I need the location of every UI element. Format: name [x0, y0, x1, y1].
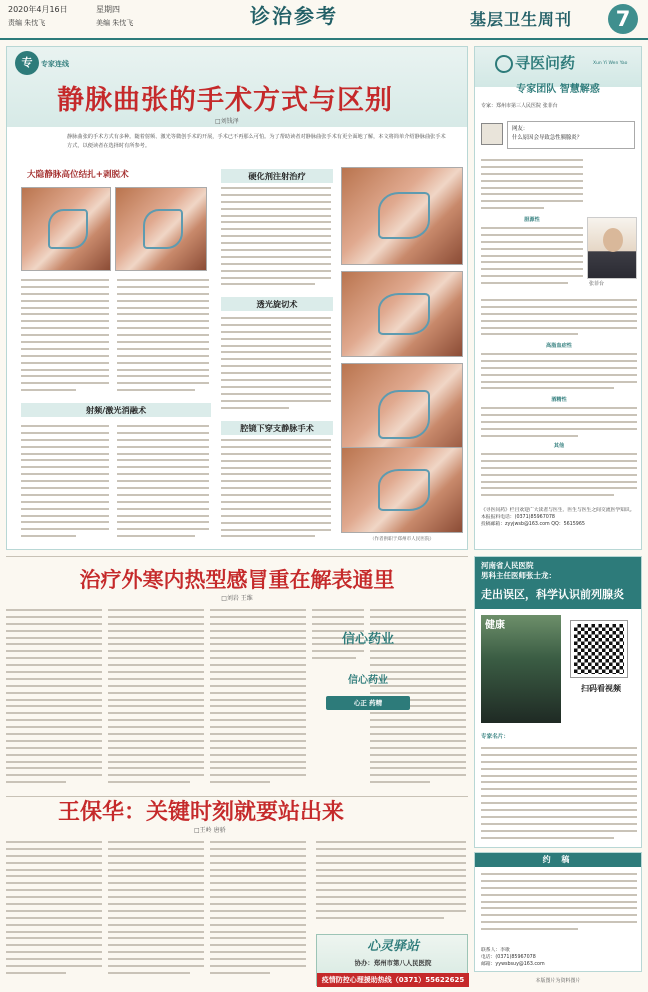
answer-text — [481, 407, 637, 441]
qa-column — [474, 46, 642, 550]
expert-bio — [481, 747, 637, 843]
qa-expert: 专家：郑州市第三人民医院 张菲台 — [481, 103, 558, 109]
qa-title: 寻医问药 — [515, 54, 576, 72]
banner-title: 心灵驿站 — [366, 939, 419, 954]
section-heading-laser: 射频/激光消融术 — [21, 403, 211, 417]
hospital-ad — [474, 556, 642, 848]
notice-title: 约 稿 — [475, 853, 641, 867]
notice-text — [481, 873, 637, 943]
section-heading-endovenous: 透光旋切术 — [221, 297, 333, 311]
answer-text — [481, 453, 637, 501]
body-text — [210, 841, 306, 983]
question-label: 网友： — [512, 126, 529, 132]
paper-name: 基层卫生周刊 — [470, 10, 573, 29]
expert-card-label: 专家名片： — [481, 734, 509, 740]
surgery-photo — [115, 187, 207, 271]
feature-title: 静脉曲张的手术方式与区别 — [57, 85, 393, 116]
pharma-logo: 信心药业 — [341, 632, 394, 647]
section-title: 诊治参考 — [250, 4, 338, 28]
qr-code[interactable] — [571, 621, 627, 677]
notice-phone: 电话：(0371)85967078 — [481, 955, 536, 961]
pharma-slogan: 心正 药精 — [326, 696, 410, 710]
answer-subhead: 酒精性 — [551, 397, 567, 403]
contact-email: 投稿邮箱：zyyjwsb@163.com QQ：5615965 — [481, 522, 585, 527]
qa-slogan: 专家团队 智慧解惑 — [516, 84, 600, 95]
contact-phone: 本报报料电话：(0371)85967078 — [481, 515, 555, 520]
image-credit: 本版图片为资料图片 — [535, 978, 581, 984]
issue-weekday: 星期四 — [96, 5, 120, 14]
body-text — [316, 841, 466, 929]
middle-title: 治疗外寒内热型感冒重在解表通里 — [79, 567, 395, 592]
notice-contact-person: 联系人：李歌 — [481, 948, 510, 953]
question-text: 什么原因会导致急性胰腺炎？ — [512, 135, 583, 141]
bottom-author: □王岭 唐骄 — [194, 827, 226, 834]
doctor-title: 男科主任医师张士龙： — [481, 571, 556, 580]
body-text — [221, 317, 331, 413]
page-number: 7 — [608, 4, 638, 34]
body-text — [21, 279, 109, 397]
stethoscope-icon — [495, 55, 513, 73]
hospital-name: 河南省人民医院 — [481, 561, 534, 570]
pharma-ad — [318, 620, 418, 720]
section-heading-endoscopic: 腔镜下穿支静脉手术 — [221, 421, 333, 435]
section-heading-sclero: 硬化剂注射治疗 — [221, 169, 333, 183]
body-text — [6, 841, 102, 983]
ad-headline: 走出误区，科学认识前列腺炎 — [481, 588, 624, 601]
editor-credit: 责编 朱忱飞 — [8, 19, 46, 27]
banner-organizer: 协办：郑州市第八人民医院 — [354, 959, 432, 967]
middle-author: □刘岩 王维 — [221, 595, 253, 602]
body-text — [221, 187, 331, 291]
banner-hotline: 疫情防控心理援助热线（0371）55622625 — [317, 973, 469, 987]
surgery-photo — [21, 187, 111, 271]
surgery-photo — [341, 271, 463, 357]
answer-subhead: 高脂血症性 — [546, 343, 572, 349]
notice-contacts — [481, 947, 637, 969]
body-text — [21, 425, 109, 545]
body-text — [117, 425, 209, 545]
mental-health-banner — [316, 934, 468, 986]
designer-credit: 美编 朱忱飞 — [96, 19, 134, 27]
user-icon — [481, 123, 503, 145]
body-text — [210, 609, 306, 789]
section-heading-ligation: 大隐静脉高位结扎+剥脱术 — [27, 170, 129, 180]
call-for-papers — [474, 852, 642, 972]
body-text — [117, 279, 209, 397]
feature-header — [7, 47, 467, 127]
body-text — [6, 609, 102, 789]
surgery-photo — [341, 167, 463, 265]
body-text — [108, 841, 204, 983]
pharma-name: 信心药业 — [348, 675, 388, 686]
answer-subhead: 其他 — [553, 443, 565, 449]
body-text — [108, 609, 204, 789]
feature-article — [6, 46, 468, 550]
answer-text — [481, 353, 637, 395]
feature-lead: 静脉曲张的手术方式有多种。随着射频、激光等微创手术的开展，手术已不再那么可怕。为了帮助读者对静脉曲张手术有更全面地了解，本文将简单介绍静脉曲张手术方式，以便读者在选择时有所参考。 — [67, 134, 446, 149]
qa-contact — [481, 507, 637, 528]
column-label: 专家连线 — [41, 60, 69, 68]
notice-email: 邮箱：yywsbsuy@163.com — [481, 962, 545, 968]
portrait-name: 张菲台 — [589, 281, 605, 287]
question-box — [507, 121, 635, 149]
answer-text — [481, 227, 583, 297]
bottom-title: 王保华：关键时刻就要站出来 — [58, 799, 345, 825]
issue-date: 2020年4月16日 — [8, 5, 68, 14]
surgery-photo — [341, 447, 463, 533]
contact-line: 《寻医问药》栏目欢迎广大读者与医生、医生与医生之间交流医学知识。 — [481, 508, 635, 513]
answer-text — [481, 159, 583, 215]
photo-text: 健康 — [485, 620, 505, 631]
hospital-ad-header — [475, 557, 641, 609]
feature-author: □刘钱泽 — [215, 118, 239, 125]
expert-portrait — [587, 217, 637, 279]
body-text — [221, 439, 331, 545]
qa-header — [475, 47, 641, 87]
qa-title-en: Xun Yi Wen Yao — [593, 61, 628, 66]
photo-caption: （作者供职于郑州市人民医院） — [369, 537, 435, 542]
scan-label: 扫码看视频 — [581, 684, 621, 693]
answer-subhead: 胆源性 — [524, 217, 540, 223]
answer-text — [481, 299, 637, 341]
column-badge: 专 — [15, 51, 39, 75]
